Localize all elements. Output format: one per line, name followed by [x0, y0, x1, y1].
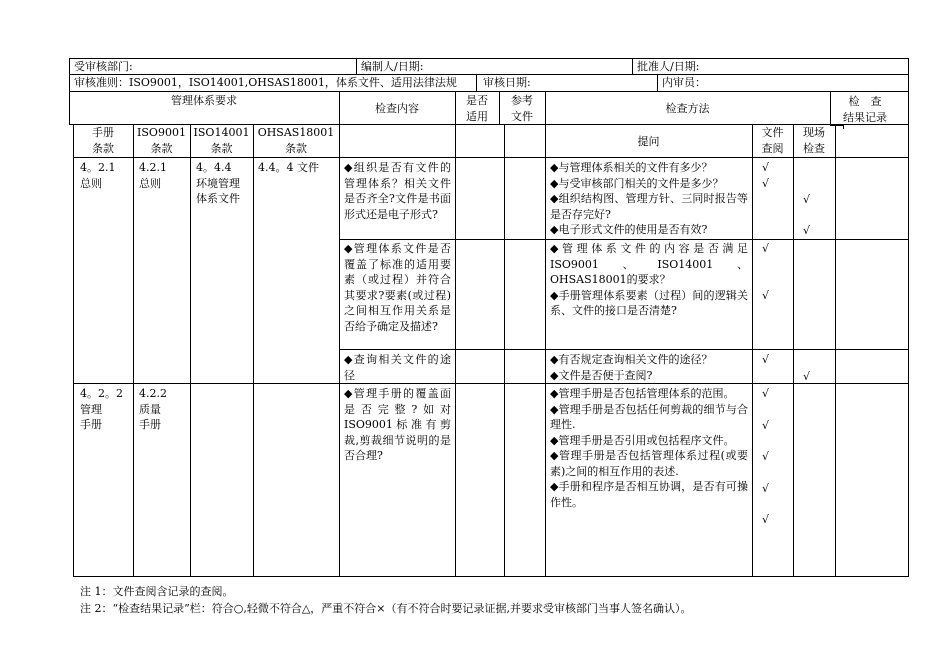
check-mark: √ [762, 513, 770, 526]
auditor-label: 内审员： [662, 76, 706, 89]
col-reference: 参考 文件 [511, 94, 533, 123]
col-iso9001: ISO9001 条款 [137, 126, 186, 155]
col-question: 提问 [637, 135, 660, 148]
check-mark: √ [762, 387, 770, 400]
check-mark: √ [762, 289, 770, 302]
col-applicable: 是否 适用 [466, 94, 488, 123]
row2-item1-content: ◆管理手册的覆盖面是否完整?如对ISO9001标准有剪裁,剪裁细节说明的是否合理? [344, 387, 451, 462]
col-manual: 手册 条款 [92, 126, 114, 155]
row2-item1-question: ◆管理手册是否包括管理体系的范围。 ◆管理手册是否包括任何剪裁的细节与合理性. ◆管理手册是否引用或包括程序文件。 ◆管理手册是否包括管理体系过程(或要素)之间的相互作用的表述. ◆手册和程序是否相互协调，是否有可操作性。 [550, 387, 748, 509]
criteria-label: 审核准则：ISO9001，ISO14001,OHSAS18001，体系文件、适用法律法规 [74, 76, 457, 89]
row2-manual: 4。2。2 管理 手册 [80, 387, 123, 431]
row1-manual: 4。2.1 总则 [80, 161, 116, 190]
check-mark: √ [762, 482, 770, 495]
audit-date-label: 审核日期: [483, 76, 531, 89]
check-mark: √ [762, 419, 770, 432]
note-1: 注 1：文件查阅含记录的查阅。 [80, 585, 234, 598]
col-result: 检 查 结果记录 [843, 95, 887, 124]
check-mark: √ [762, 242, 770, 255]
check-mark: √ [762, 161, 770, 174]
check-mark: √ [803, 193, 811, 206]
row1-item3-content: ◆查询相关文件的途径 [344, 353, 451, 382]
check-mark: √ [803, 224, 811, 237]
check-mark: √ [762, 450, 770, 463]
row1-iso14001: 4。4.4 环境管理 体系文件 [196, 161, 240, 205]
header-row-1 [69, 58, 909, 75]
row1-item3-question: ◆有否规定查询相关文件的途径？ ◆文件是否便于查阅? [550, 353, 713, 382]
row1-iso9001: 4.2.1 总则 [139, 161, 167, 190]
dept-label: 受审核部门: [74, 60, 133, 73]
col-method: 检查方法 [665, 102, 710, 115]
col-doc-review: 文件 查阅 [761, 126, 784, 155]
row1-item2-content: ◆管理体系文件是否覆盖了标准的适用要素（或过程）并符合其要求?要素(或过程)之间相互作用关系是否给予确定及描述? [344, 242, 451, 333]
col-site-check: 现场 检查 [803, 126, 825, 155]
approver-label: 批准人/日期: [637, 60, 700, 73]
note-2: 注 2：“检查结果记录”栏：符合○,轻微不符合△，严重不符合×（有不符合时要记录证据,并要求受审核部门当事人签名确认）。 [80, 602, 692, 615]
check-mark: √ [803, 370, 811, 383]
editor-label: 编制人/日期: [361, 60, 424, 73]
row1-ohsas: 4.4。4 文件 [258, 161, 319, 174]
row2-iso9001: 4.2.2 质量 手册 [139, 387, 167, 431]
row1-item2-question: ◆管理体系文件的内容是否满足ISO9001、ISO14001、OHSAS18001的要求？ ◆手册管理体系要素（过程）间的逻辑关系、文件的接口是否清楚? [550, 242, 748, 317]
row1-item1-question: ◆与管理体系相关的文件有多少？ ◆与受审核部门相关的文件是多少？ ◆组织结构图、管理方针、三同时报告等是否存完好? ◆电子形式文件的使用是否有效? [550, 161, 748, 236]
col-iso14001: ISO14001 条款 [193, 126, 250, 155]
col-requirements: 管理体系要求 [171, 94, 237, 107]
check-mark: √ [762, 177, 770, 190]
col-ohsas: OHSAS18001 条款 [257, 126, 335, 155]
row1-item1-content: ◆组织是否有文件的管理体系？相关文件是否齐全?文件是书面形式还是电子形式? [344, 161, 451, 221]
col-content: 检查内容 [375, 102, 419, 115]
check-mark: √ [762, 353, 770, 366]
